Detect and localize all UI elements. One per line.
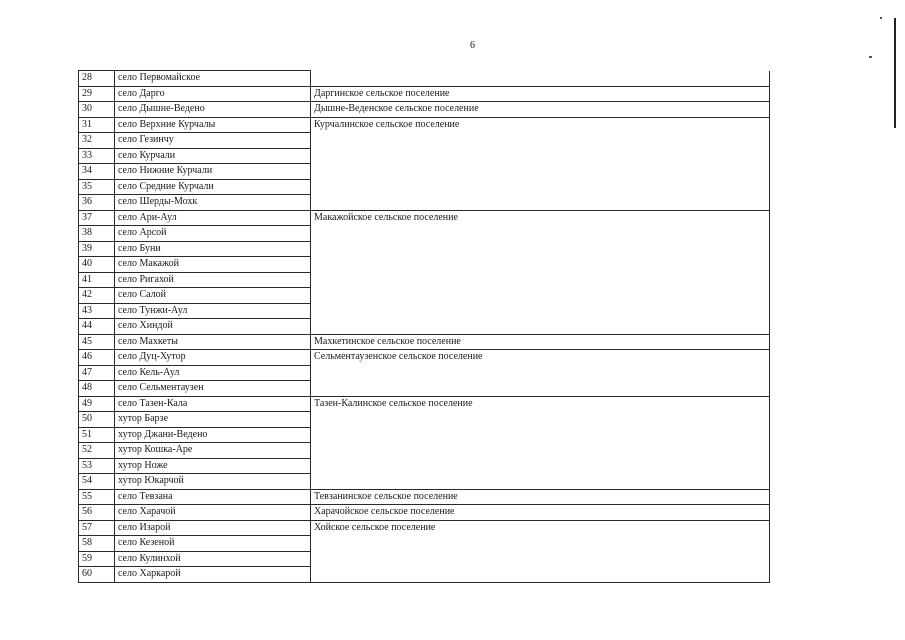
row-number: 59 [79,551,115,567]
row-number: 57 [79,520,115,536]
locality-name: село Изарой [115,520,311,536]
table-row [79,86,770,102]
locality-name: село Гезинчу [115,133,311,149]
locality-name: село Нижние Курчали [115,164,311,180]
locality-name: село Харкарой [115,567,311,583]
row-number: 32 [79,133,115,149]
locality-name: село Средние Курчали [115,179,311,195]
row-number: 35 [79,179,115,195]
settlement-name: Курчалинское сельское поселение [311,117,770,210]
locality-name: село Тазен-Кала [115,396,311,412]
locality-name: село Первомайское [115,71,311,87]
row-number: 29 [79,86,115,102]
settlement-name: Хойское сельское поселение [311,520,770,582]
row-number: 47 [79,365,115,381]
table-row [79,505,770,521]
settlements-table [78,70,770,583]
settlement-name: Тевзанинское сельское поселение [311,489,770,505]
row-number: 49 [79,396,115,412]
locality-name: село Шерды-Мохк [115,195,311,211]
row-number: 38 [79,226,115,242]
locality-name: село Дарго [115,86,311,102]
row-number: 52 [79,443,115,459]
locality-name: село Курчали [115,148,311,164]
scan-artifact-dash [869,56,872,58]
row-number: 50 [79,412,115,428]
settlement-name: Махкетинское сельское поселение [311,334,770,350]
row-number: 28 [79,71,115,87]
row-number: 30 [79,102,115,118]
row-number: 37 [79,210,115,226]
table-row [79,489,770,505]
locality-name: село Тевзана [115,489,311,505]
row-number: 51 [79,427,115,443]
table-row [79,396,770,412]
locality-name: село Махкеты [115,334,311,350]
table-row [79,71,770,87]
locality-name: село Верхние Курчалы [115,117,311,133]
row-number: 60 [79,567,115,583]
row-number: 43 [79,303,115,319]
locality-name: село Харачой [115,505,311,521]
row-number: 58 [79,536,115,552]
locality-name: село Хиндой [115,319,311,335]
locality-name: село Буни [115,241,311,257]
locality-name: село Дуц-Хутор [115,350,311,366]
row-number: 54 [79,474,115,490]
row-number: 56 [79,505,115,521]
settlement-name: Дышне-Веденское сельское поселение [311,102,770,118]
row-number: 31 [79,117,115,133]
locality-name: село Тунжи-Аул [115,303,311,319]
locality-name: хутор Кошка-Аре [115,443,311,459]
table-row [79,102,770,118]
table-row [79,520,770,536]
scan-artifact-dot [880,17,882,19]
settlement-name: Даргинское сельское поселение [311,86,770,102]
locality-name: хутор Ноже [115,458,311,474]
scan-artifact-line [894,18,896,128]
row-number: 45 [79,334,115,350]
settlement-name: Макажойское сельское поселение [311,210,770,334]
locality-name: село Кезеной [115,536,311,552]
locality-name: село Ари-Аул [115,210,311,226]
row-number: 40 [79,257,115,273]
table-row [79,117,770,133]
table-row [79,210,770,226]
locality-name: село Салой [115,288,311,304]
settlement-name: Сельментаузенское сельское поселение [311,350,770,397]
locality-name: село Ригахой [115,272,311,288]
row-number: 33 [79,148,115,164]
row-number: 39 [79,241,115,257]
locality-name: село Арсой [115,226,311,242]
row-number: 55 [79,489,115,505]
page-number: 6 [470,40,475,51]
table-row [79,350,770,366]
table-row [79,334,770,350]
locality-name: село Дышне-Ведено [115,102,311,118]
settlement-name [311,71,770,87]
settlement-name: Тазен-Калинское сельское поселение [311,396,770,489]
row-number: 42 [79,288,115,304]
locality-name: хутор Джани-Ведено [115,427,311,443]
row-number: 48 [79,381,115,397]
locality-name: село Сельментаузен [115,381,311,397]
row-number: 36 [79,195,115,211]
row-number: 34 [79,164,115,180]
row-number: 44 [79,319,115,335]
settlement-name: Харачойское сельское поселение [311,505,770,521]
row-number: 53 [79,458,115,474]
row-number: 41 [79,272,115,288]
locality-name: хутор Юкарчой [115,474,311,490]
locality-name: село Макажой [115,257,311,273]
row-number: 46 [79,350,115,366]
settlements-table-body [79,71,770,583]
locality-name: село Кель-Аул [115,365,311,381]
locality-name: село Кулинхой [115,551,311,567]
locality-name: хутор Барзе [115,412,311,428]
